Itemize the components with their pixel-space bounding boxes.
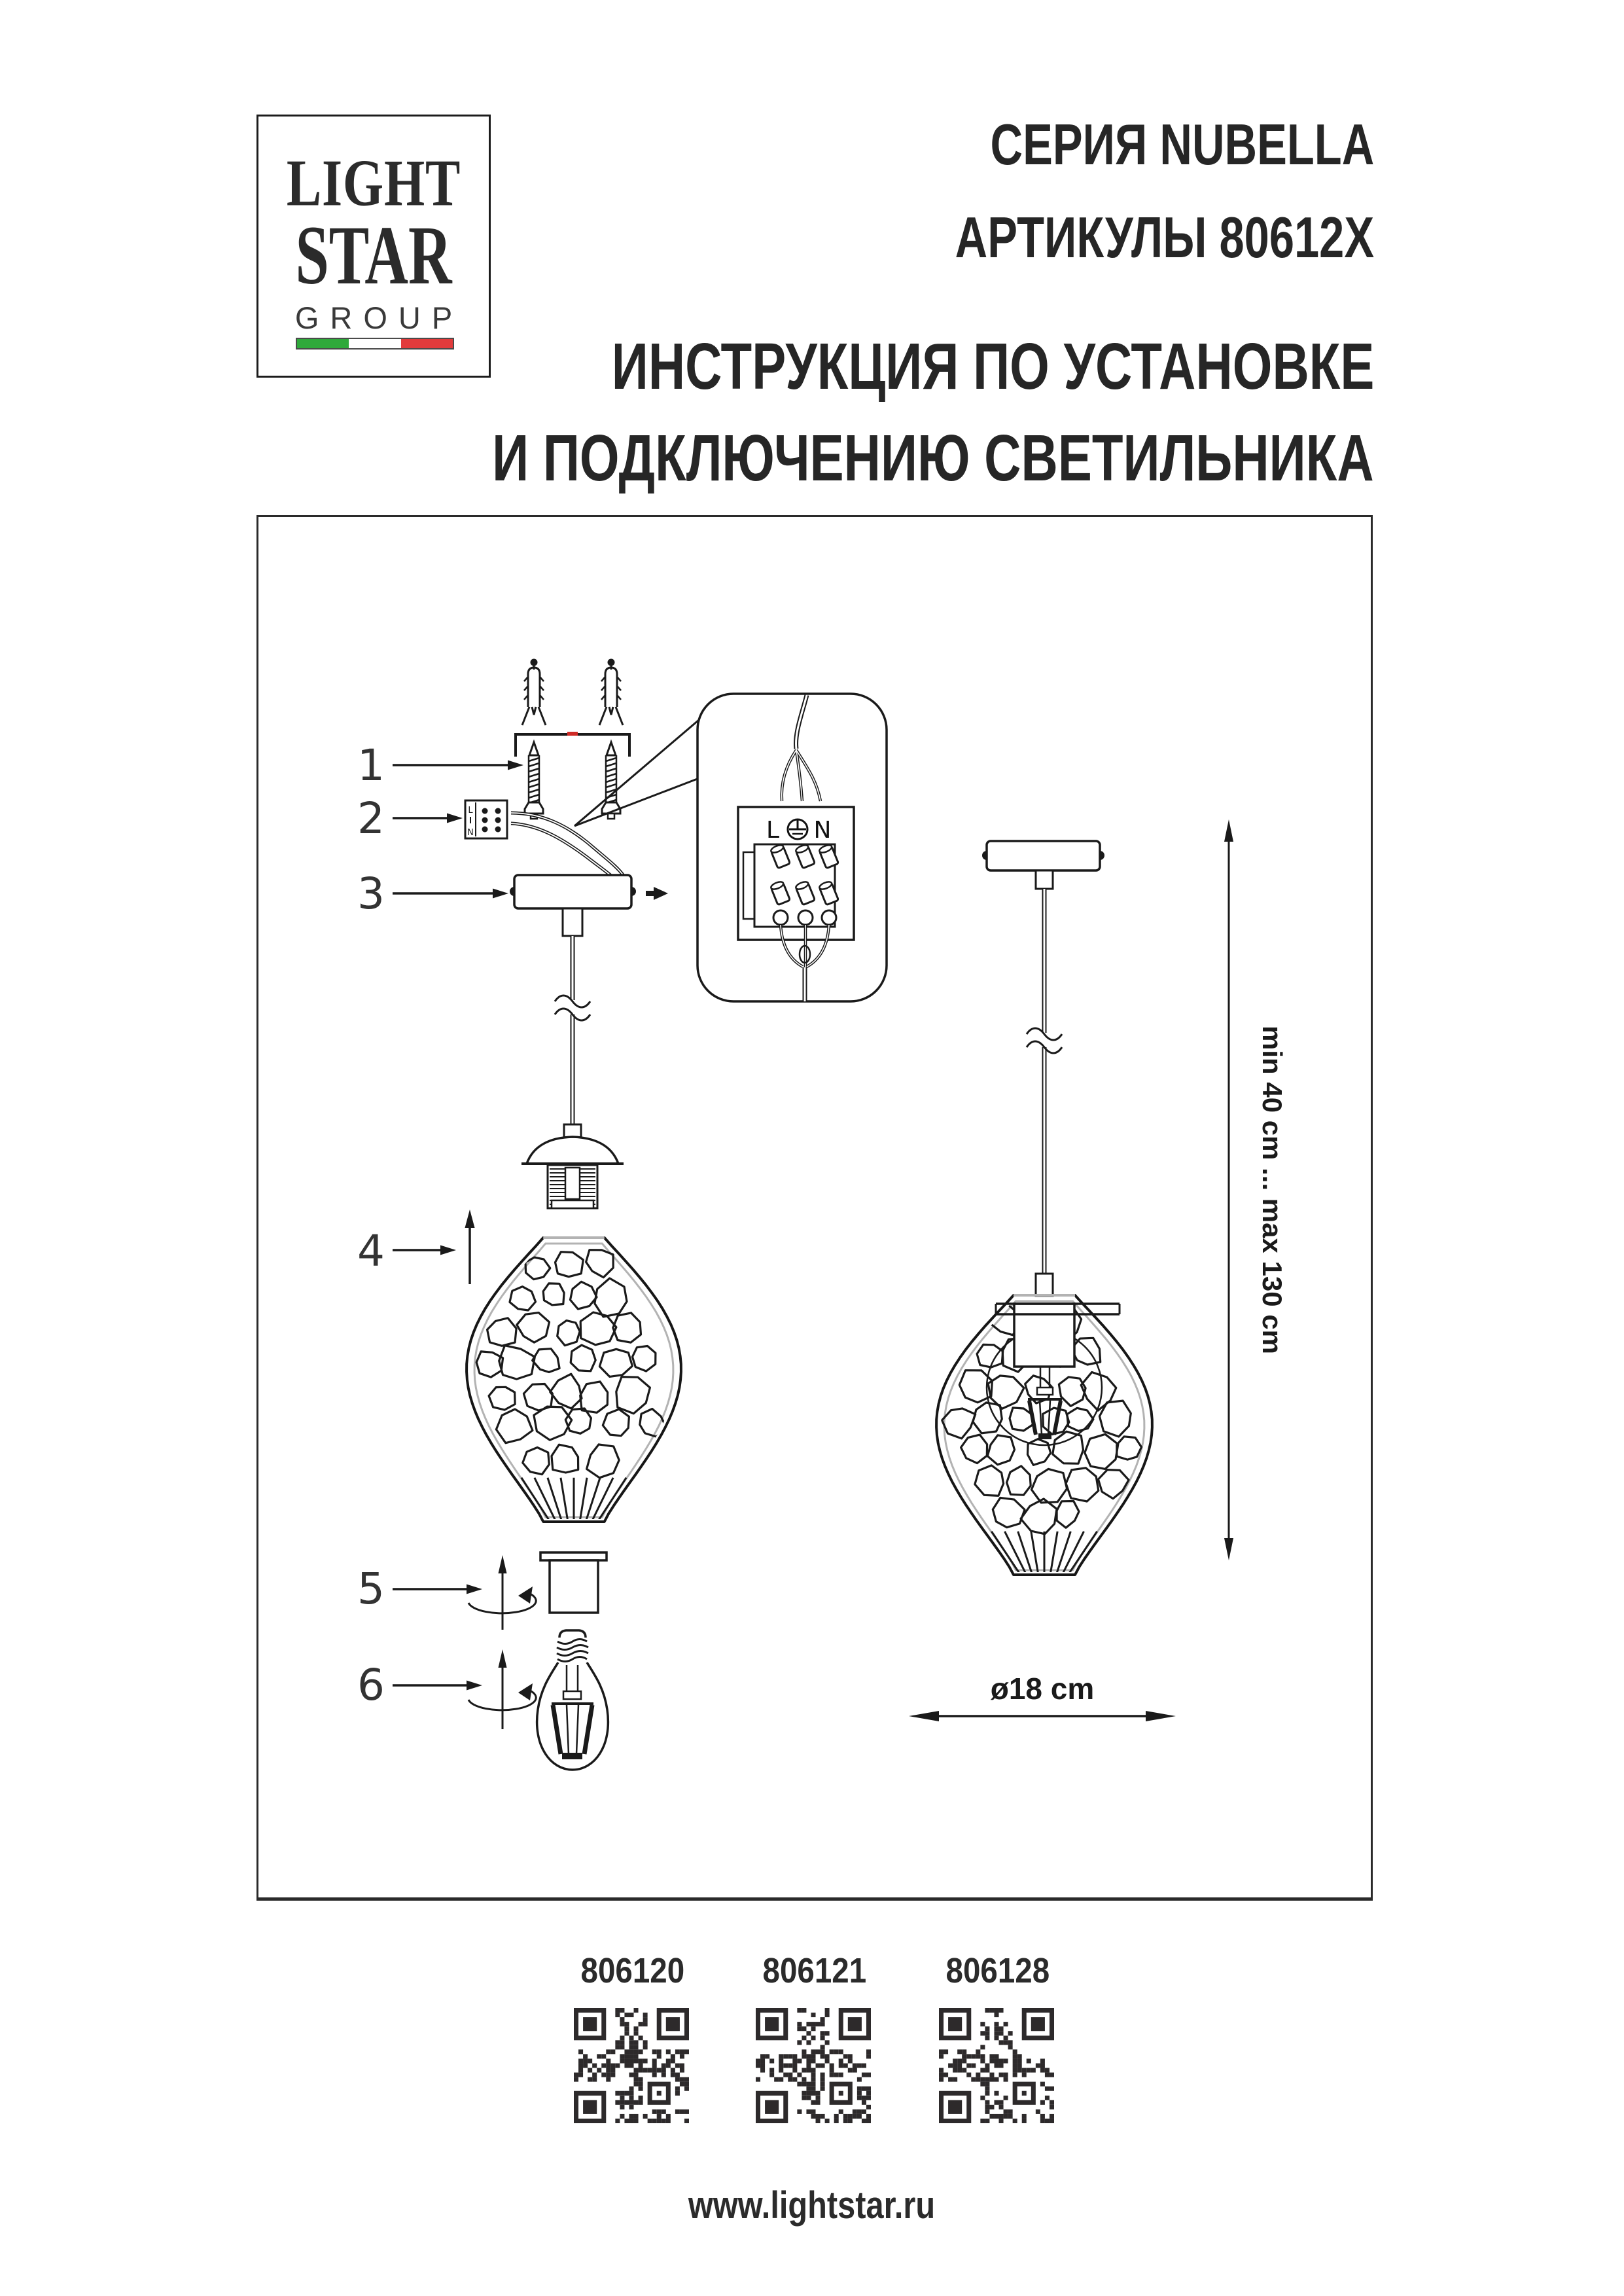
step-6-label: 6 <box>357 1660 385 1710</box>
qr-code-2 <box>756 2008 871 2123</box>
insert-direction-arrow <box>465 1210 475 1284</box>
logo-word-light: LIGHT <box>286 145 461 221</box>
callout-wedge <box>574 713 707 826</box>
qr-label-3: 806128 <box>945 1951 1050 1990</box>
series-line2: АРТИКУЛЫ 80612X <box>955 205 1374 270</box>
header-titles <box>243 98 1374 504</box>
suspension-cable-right <box>1027 889 1062 1296</box>
terminal-live-label-small: L <box>468 806 473 816</box>
step-3-label: 3 <box>357 869 385 919</box>
height-dimension-label: min 40 cm ... max 130 cm <box>1257 1026 1288 1354</box>
retaining-ring <box>540 1552 607 1613</box>
terminal-live-label: L <box>766 817 780 844</box>
terminal-block-small <box>465 800 624 880</box>
terminal-neutral-label-small: N <box>467 828 474 838</box>
suspension-cable-left <box>555 936 590 1124</box>
qr-code-1 <box>574 2008 689 2123</box>
slide-arrow-icon <box>654 887 668 900</box>
rotate-icon-bulb <box>468 1649 536 1729</box>
qr-block-1 <box>574 1952 689 2126</box>
filament-bulb-icon <box>537 1630 609 1770</box>
step-1-label: 1 <box>357 740 385 791</box>
diameter-dimension <box>909 1672 1176 1721</box>
wiring-inset <box>697 694 887 1001</box>
rotate-icon-ring <box>468 1555 536 1630</box>
instruction-line1: ИНСТРУКЦИЯ ПО УСТАНОВКЕ <box>611 330 1374 403</box>
series-title <box>243 98 1374 284</box>
qr-block-2 <box>756 1952 871 2126</box>
diagram-frame <box>256 515 1373 1901</box>
step-5-label: 5 <box>357 1564 385 1614</box>
screw-icons <box>525 742 620 819</box>
wall-plug-icons <box>522 659 623 726</box>
terminal-neutral-label: N <box>813 817 832 844</box>
series-line1: СЕРИЯ NUBELLA <box>990 112 1374 177</box>
logo-word-star: STAR <box>295 209 452 302</box>
diameter-label: ø18 cm <box>990 1672 1095 1706</box>
lamp-socket-left <box>521 1124 624 1208</box>
logo-word-group: GROUP <box>294 300 464 335</box>
step-2-label: 2 <box>357 793 385 844</box>
step-leader-arrows <box>393 761 523 1691</box>
step-4-label: 4 <box>357 1226 385 1276</box>
instruction-title <box>243 321 1374 504</box>
height-dimension <box>1224 819 1288 1560</box>
ceiling-canopy-right <box>982 841 1104 889</box>
bulb-inside-shade <box>987 1304 1120 1445</box>
qr-label-2: 806121 <box>762 1951 867 1990</box>
website-url: www.lightstar.ru <box>688 2184 936 2227</box>
qr-label-1: 806120 <box>580 1951 685 1990</box>
assembly-diagram <box>258 517 1371 1897</box>
instruction-line2: И ПОДКЛЮЧЕНИЮ СВЕТИЛЬНИКА <box>492 422 1374 495</box>
ceiling-canopy-left <box>510 875 668 936</box>
qr-code-3 <box>939 2008 1054 2123</box>
glass-shade-left <box>467 1238 681 1522</box>
qr-block-3 <box>939 1952 1054 2126</box>
footer <box>0 2183 1624 2227</box>
step-labels <box>357 740 385 1710</box>
